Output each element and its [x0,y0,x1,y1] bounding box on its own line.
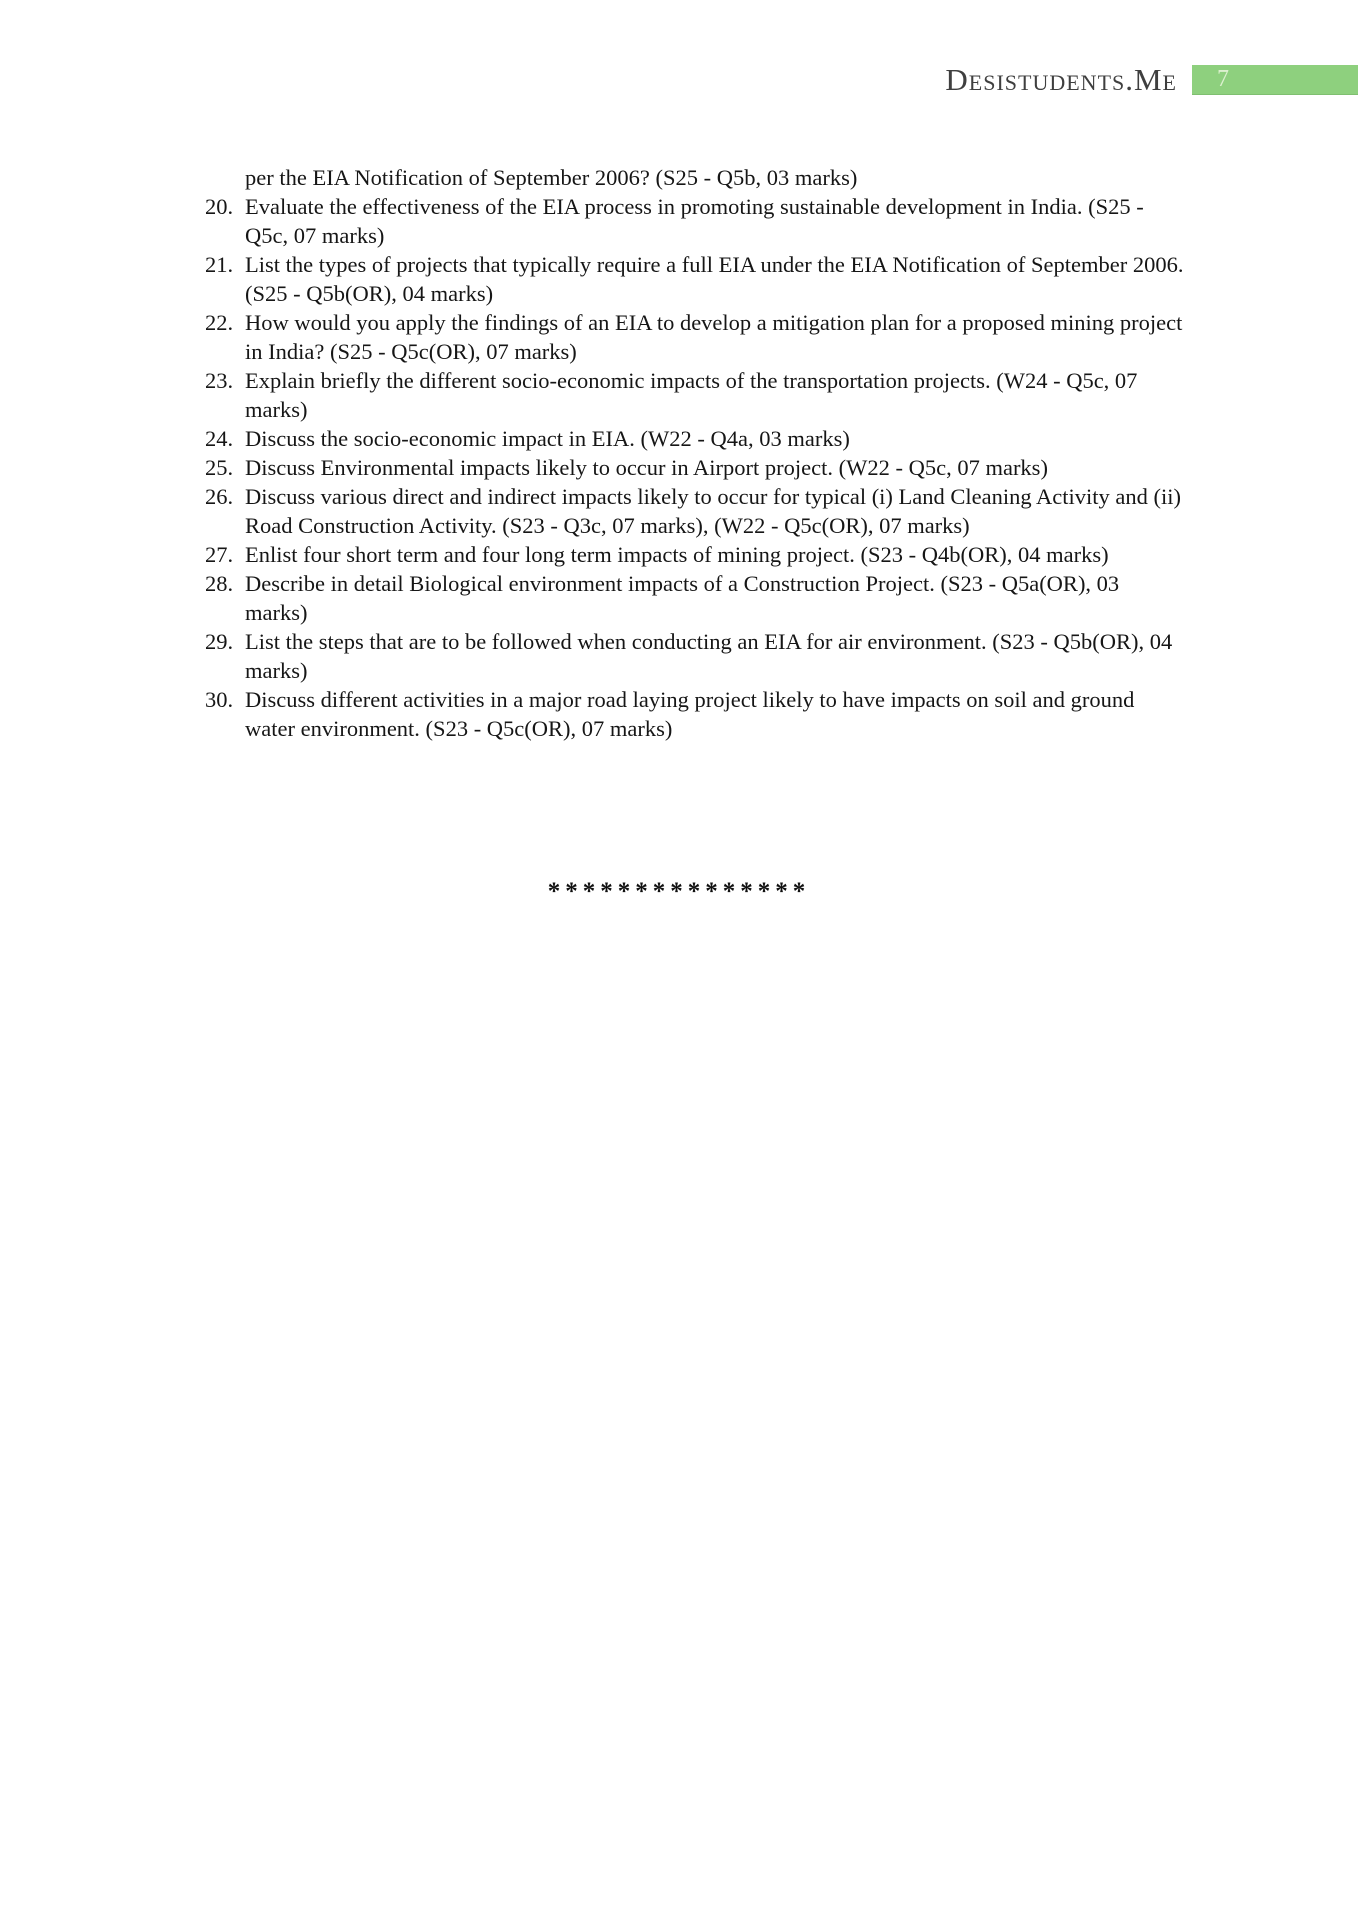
question-row-continuation [205,163,1190,192]
question-number: 30. [205,687,234,712]
question-text: Evaluate the effectiveness of the EIA process in promoting sustainable development in India. (S25 - Q5c, 07 marks) [245,194,1144,248]
site-name: Desistudents.Me [945,62,1177,97]
question-number: 23. [205,368,234,393]
question-number: 28. [205,571,234,596]
question-row [205,424,1190,453]
question-text: Describe in detail Biological environment impacts of a Construction Project. (S23 - Q5a(OR), 03 marks) [245,571,1120,625]
question-row [205,569,1190,627]
page-header [945,62,1358,98]
question-number: 20. [205,194,234,219]
question-number: 25. [205,455,234,480]
question-text: Discuss different activities in a major road laying project likely to have impacts on soil and ground water environment. (S23 - Q5c(OR), 07 marks) [245,687,1135,741]
question-number: 22. [205,310,234,335]
question-list [205,163,1190,743]
question-row [205,308,1190,366]
question-text: per the EIA Notification of September 2006? (S25 - Q5b, 03 marks) [245,165,858,190]
question-row [205,453,1190,482]
question-row [205,482,1190,540]
separator-stars: *************** [547,878,811,905]
question-text: Explain briefly the different socio-economic impacts of the transportation projects. (W24 - Q5c, 07 marks) [245,368,1138,422]
question-row [205,192,1190,250]
page-number: 7 [1217,66,1229,92]
question-row [205,250,1190,308]
question-row [205,366,1190,424]
question-row [205,540,1190,569]
question-row [205,627,1190,685]
question-text: Discuss Environmental impacts likely to occur in Airport project. (W22 - Q5c, 07 marks) [245,455,1048,480]
question-number: 29. [205,629,234,654]
page-number-badge [1192,65,1358,95]
question-text: Enlist four short term and four long term impacts of mining project. (S23 - Q4b(OR), 04 marks) [245,542,1109,567]
question-number: 21. [205,252,234,277]
question-text: List the types of projects that typically require a full EIA under the EIA Notification of September 2006. (S25 - Q5b(OR), 04 marks) [245,252,1184,306]
question-number: 24. [205,426,234,451]
question-text: Discuss various direct and indirect impacts likely to occur for typical (i) Land Cleaning Activity and (ii) Road Construction Activity. (S23 - Q3c, 07 marks), (W22 - Q5c(OR), 07 marks) [245,484,1181,538]
question-text: How would you apply the findings of an EIA to develop a mitigation plan for a proposed mining project in India? (S25 - Q5c(OR), 07 marks) [245,310,1183,364]
question-number: 26. [205,484,234,509]
question-text: Discuss the socio-economic impact in EIA. (W22 - Q4a, 03 marks) [245,426,850,451]
question-number: 27. [205,542,234,567]
question-row [205,685,1190,743]
question-text: List the steps that are to be followed when conducting an EIA for air environment. (S23 - Q5b(OR), 04 marks) [245,629,1173,683]
